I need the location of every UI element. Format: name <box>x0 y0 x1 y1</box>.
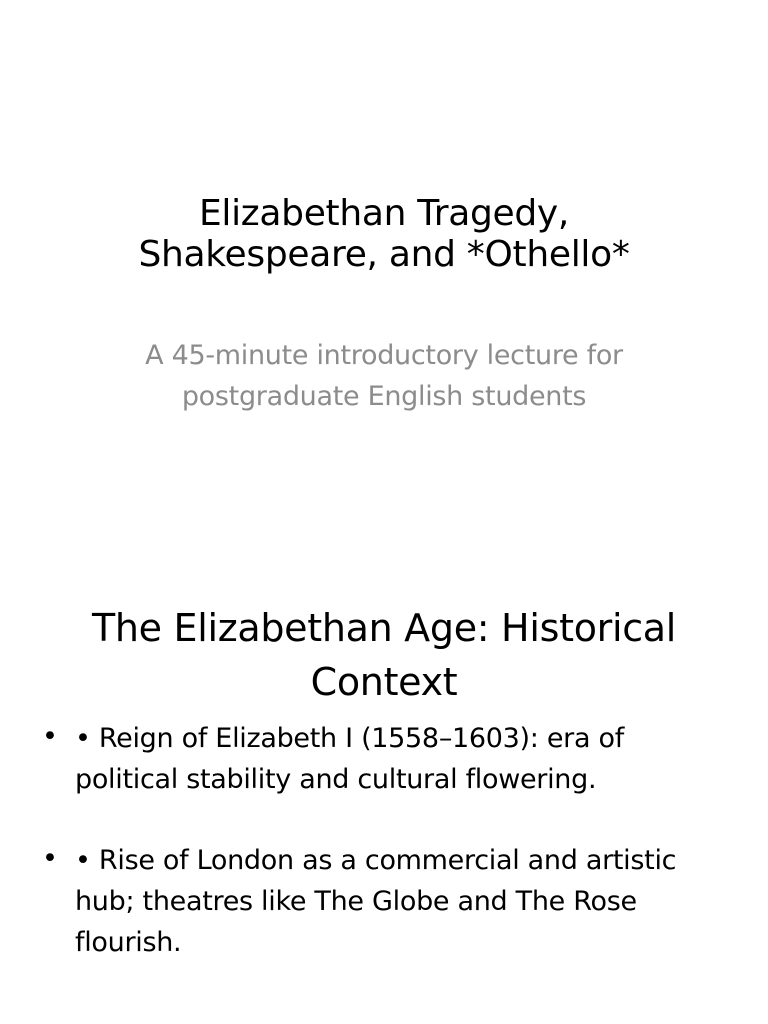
section-title <box>40 601 728 709</box>
lecture-title-line-2: Shakespeare, and *Othello* <box>138 234 630 275</box>
section-title-line-1: The Elizabethan Age: Historical <box>91 606 677 650</box>
bullet-item: • • Reign of Elizabeth I (1558–1603): era of political stability and cultural flowering. <box>40 718 718 800</box>
lecture-title <box>40 193 728 275</box>
content-slide <box>0 576 768 1024</box>
bullet-item: • • Rise of London as a commercial and artistic hub; theatres like The Globe and The Rose flourish. <box>40 840 718 963</box>
lecture-subtitle-line-1: A 45-minute introductory lecture for <box>145 340 623 371</box>
lecture-subtitle <box>40 335 728 417</box>
section-title-line-2: Context <box>310 660 458 704</box>
lecture-subtitle-line-2: postgraduate English students <box>181 381 587 412</box>
bullet-list <box>40 718 718 1003</box>
lecture-title-line-1: Elizabethan Tragedy, <box>198 193 570 234</box>
